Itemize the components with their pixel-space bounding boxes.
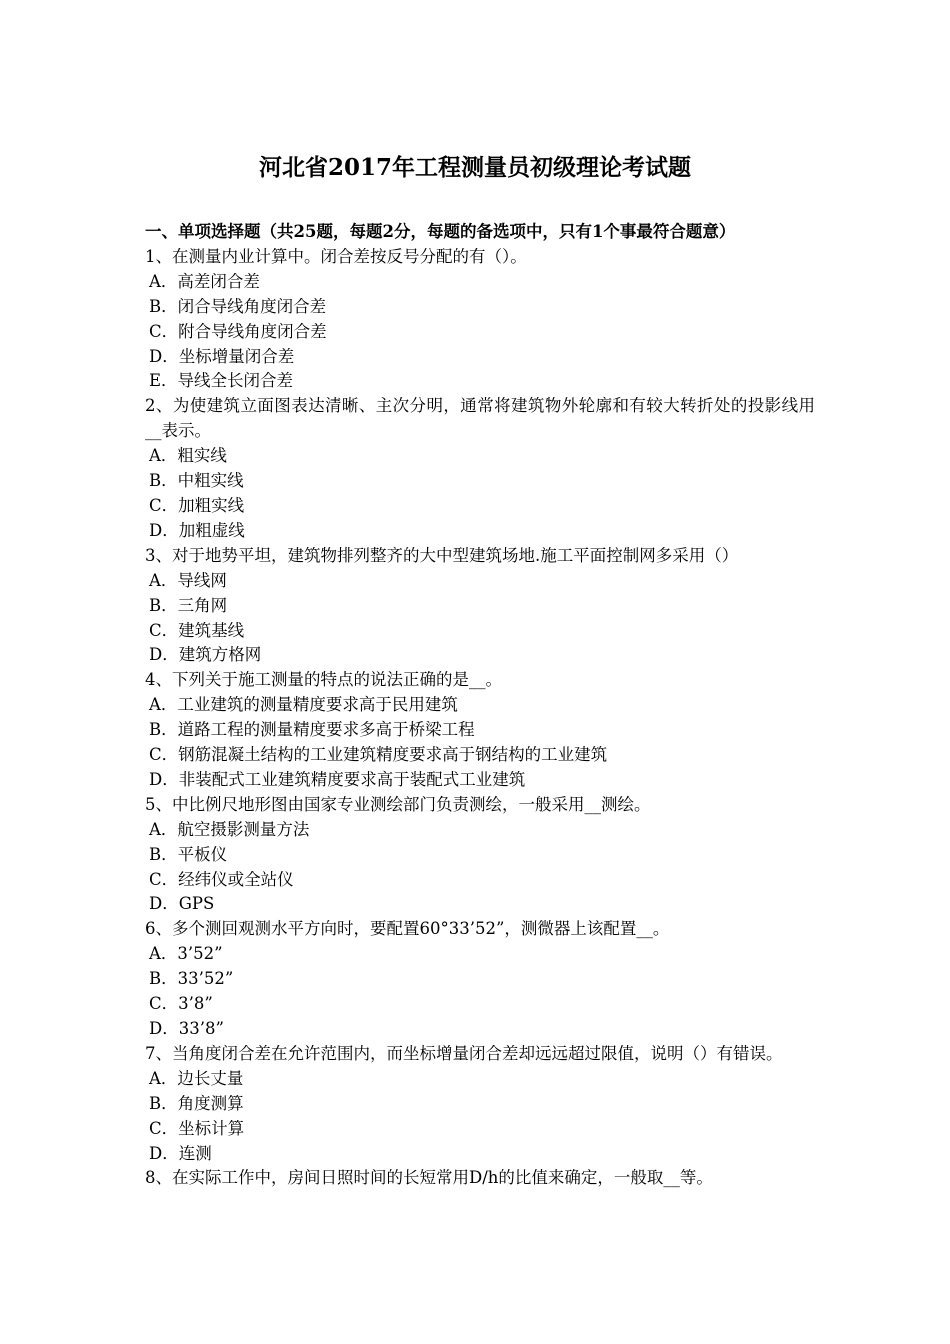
question-4 xyxy=(145,668,815,793)
option-a: A．高差闭合差 xyxy=(149,271,260,291)
option-e: E．导线全长闭合差 xyxy=(149,371,294,391)
option-d: D．加粗虚线 xyxy=(149,520,245,540)
option-d: D．33’8” xyxy=(149,1019,224,1038)
option-c: C．3’8” xyxy=(149,994,213,1014)
option-b: B．道路工程的测量精度要求多高于桥梁工程 xyxy=(149,720,475,740)
option-a: A．工业建筑的测量精度要求高于民用建筑 xyxy=(149,695,458,715)
question-8 xyxy=(145,1166,815,1191)
option-d: D．坐标增量闭合差 xyxy=(149,346,295,366)
option-d: D．非装配式工业建筑精度要求高于装配式工业建筑 xyxy=(149,769,526,789)
question-7 xyxy=(145,1042,815,1167)
question-text: 3、对于地势平坦，建筑物排列整齐的大中型建筑场地.施工平面控制网多采用（） xyxy=(145,545,739,565)
question-text: 1、在测量内业计算中。闭合差按反号分配的有（）。 xyxy=(145,246,527,266)
option-d: D．连测 xyxy=(149,1143,212,1163)
document-title: 河北省2017年工程测量员初级理论考试题 xyxy=(258,154,691,181)
question-5 xyxy=(145,793,815,918)
option-b: B．33’52” xyxy=(149,969,234,989)
option-c: C．钢筋混凝土结构的工业建筑精度要求高于钢结构的工业建筑 xyxy=(149,745,608,765)
option-c: C．经纬仪或全站仪 xyxy=(149,869,294,889)
question-3 xyxy=(145,544,815,669)
option-c: C．坐标计算 xyxy=(149,1118,245,1138)
question-text: 7、当角度闭合差在允许范围内，而坐标增量闭合差却远远超过限值，说明（）有错误。 xyxy=(145,1043,783,1063)
question-2 xyxy=(145,394,815,543)
document-body xyxy=(145,220,815,1191)
question-text: 4、下列关于施工测量的特点的说法正确的是__。 xyxy=(145,670,502,690)
option-c: C．加粗实线 xyxy=(149,495,245,515)
option-a: A．粗实线 xyxy=(149,446,227,466)
question-1 xyxy=(145,245,815,394)
option-c: C．建筑基线 xyxy=(149,620,245,640)
option-b: B．平板仪 xyxy=(149,844,228,864)
question-text: 2、为使建筑立面图表达清晰、主次分明，通常将建筑物外轮廓和有较大转折处的投影线用__表示。 xyxy=(145,396,815,441)
option-a: A．航空摄影测量方法 xyxy=(149,819,310,839)
option-d: D．建筑方格网 xyxy=(149,645,262,665)
option-a: A．边长丈量 xyxy=(149,1068,244,1088)
question-text: 8、在实际工作中，房间日照时间的长短常用D/h的比值来确定，一般取__等。 xyxy=(145,1168,713,1188)
option-b: B．角度测算 xyxy=(149,1093,244,1113)
option-a: A．3’52” xyxy=(149,944,223,964)
option-a: A．导线网 xyxy=(149,570,227,590)
question-6 xyxy=(145,917,815,1042)
section-heading: 一、单项选择题（共25题，每题2分，每题的备选项中，只有1个事最符合题意） xyxy=(145,222,736,241)
option-d: D．GPS xyxy=(149,894,215,914)
option-c: C．附合导线角度闭合差 xyxy=(149,321,327,341)
question-text: 6、多个测回观测水平方向时，要配置60°33’52”，测微器上该配置__。 xyxy=(145,919,670,939)
option-b: B．闭合导线角度闭合差 xyxy=(149,296,327,316)
question-text: 5、中比例尺地形图由国家专业测绘部门负责测绘，一般采用__测绘。 xyxy=(145,794,651,814)
option-b: B．中粗实线 xyxy=(149,471,244,491)
option-b: B．三角网 xyxy=(149,595,228,615)
